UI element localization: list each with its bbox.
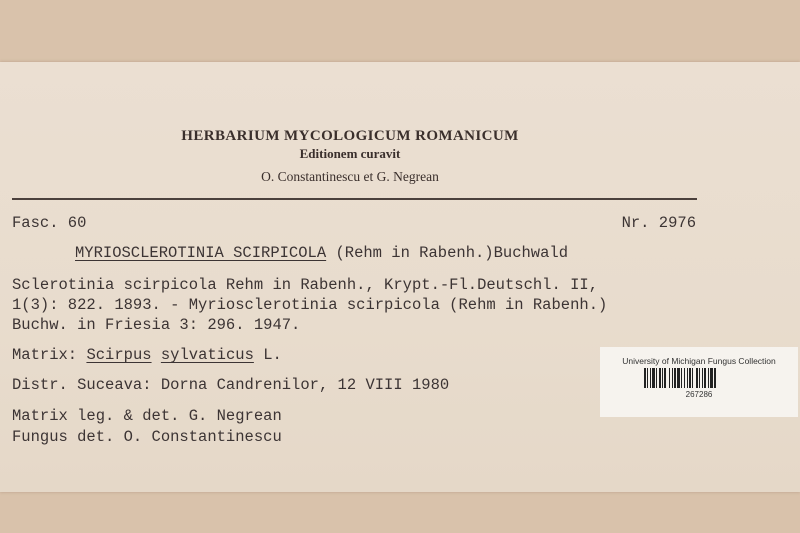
- matrix-collector-line: Matrix leg. & det. G. Negrean: [12, 407, 282, 425]
- divider-rule: [12, 198, 697, 200]
- barcode-stripe: [664, 368, 666, 388]
- species-name: MYRIOSCLEROTINIA SCIRPICOLA: [75, 244, 327, 262]
- barcode-stripe: [692, 368, 693, 388]
- barcode-institution: University of Michigan Fungus Collection: [622, 356, 776, 366]
- barcode-stripe: [699, 368, 700, 388]
- barcode-stripe: [696, 368, 698, 388]
- barcode-stripe: [684, 368, 685, 388]
- herbarium-editors: O. Constantinescu et G. Negrean: [261, 169, 439, 184]
- barcode-stripe: [674, 368, 676, 388]
- fungus-determiner-line: Fungus det. O. Constantinescu: [12, 428, 282, 446]
- synonymy-line-2: 1(3): 822. 1893. - Myriosclerotinia scirpicola (Rehm in Rabenh.): [12, 296, 608, 314]
- species-line: [75, 244, 568, 262]
- barcode-stripe: [708, 368, 709, 388]
- fascicle-number: Fasc. 60: [12, 214, 87, 232]
- herbarium-title: HERBARIUM MYCOLOGICUM ROMANICUM: [181, 128, 519, 144]
- herbarium-subtitle: Editionem curavit: [299, 146, 401, 161]
- barcode-stripe: [689, 368, 691, 388]
- matrix-label: Matrix:: [12, 346, 78, 364]
- species-authority: (Rehm in Rabenh.)Buchwald: [335, 244, 569, 262]
- barcode-stripe: [710, 368, 713, 388]
- barcode-stripe: [714, 368, 716, 388]
- barcode-stripe: [677, 368, 680, 388]
- barcode-label: [600, 347, 798, 417]
- synonymy-line-1: Sclerotinia scirpicola Rehm in Rabenh., Krypt.-Fl.Deutschl. II,: [12, 276, 598, 294]
- matrix-line: [12, 346, 282, 364]
- barcode-stripe: [656, 368, 657, 388]
- barcode-bars: [644, 368, 748, 388]
- matrix-genus: Scirpus: [86, 346, 152, 364]
- barcode-stripe: [672, 368, 673, 388]
- barcode-stripe: [687, 368, 688, 388]
- specimen-number: Nr. 2976: [621, 214, 696, 232]
- barcode-number: 267286: [685, 390, 713, 399]
- barcode-stripe: [702, 368, 703, 388]
- barcode-stripe: [647, 368, 648, 388]
- synonymy-line-3: Buchw. in Friesia 3: 296. 1947.: [12, 316, 301, 334]
- barcode-stripe: [704, 368, 706, 388]
- barcode-stripe: [669, 368, 670, 388]
- barcode-stripe: [681, 368, 682, 388]
- matrix-author: L.: [263, 346, 282, 364]
- matrix-species: sylvaticus: [160, 346, 254, 364]
- barcode-stripe: [650, 368, 651, 388]
- barcode-stripe: [652, 368, 655, 388]
- barcode-stripe: [659, 368, 661, 388]
- distribution-line: Distr. Suceava: Dorna Candrenilor, 12 VIII 1980: [12, 376, 450, 394]
- barcode-stripe: [662, 368, 663, 388]
- herbarium-label: [0, 62, 800, 492]
- barcode-stripe: [644, 368, 646, 388]
